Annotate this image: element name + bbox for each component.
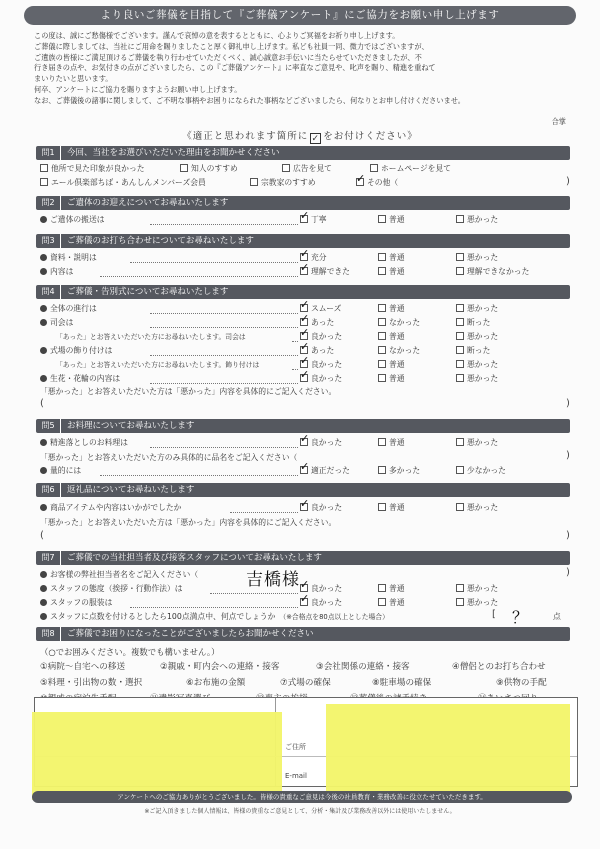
- section-title: ご葬儀での当社担当者及び接客スタッフについてお尋ねいたします: [67, 553, 322, 563]
- section-title: ご葬儀でお困りになったことがございましたらお聞かせください: [67, 629, 314, 639]
- answer-option[interactable]: 悪かった: [456, 253, 498, 263]
- answer-option[interactable]: 悪かった: [456, 438, 498, 448]
- intro-line: なお、ご葬儀後の諸事に関しまして、ご不明な事柄やお困りになられた事柄などございましたら、何なりとお申し付けくださいませ。: [34, 95, 465, 105]
- q1-option[interactable]: 広告を見て: [282, 164, 332, 174]
- checkbox-checked[interactable]: [356, 178, 364, 186]
- intro-line: この度は、誠にご愁傷様でございます。謹んで哀悼の意を表するとともに、心よりご冥福をお祈り申し上げます。: [34, 31, 400, 40]
- checkbox-checked[interactable]: [300, 466, 308, 474]
- question-row: 「あった」とお答えいただいた方にお尋ねいたします。飾り付けは: [56, 361, 260, 369]
- dot-leader: [210, 587, 298, 594]
- checkbox[interactable]: [378, 438, 386, 446]
- question-row: 精進落としのお料理は: [40, 438, 128, 448]
- answer-option[interactable]: なかった: [378, 346, 420, 356]
- bullet-icon: [40, 375, 47, 382]
- q1-option[interactable]: 他所で見た印象が良かった: [40, 164, 145, 174]
- checkbox[interactable]: [378, 304, 386, 312]
- section-number: 問7: [36, 551, 61, 565]
- bullet-icon: [40, 599, 47, 606]
- question-row: 全体の進行は: [40, 304, 97, 314]
- section-number: 問1: [36, 146, 61, 160]
- checkbox[interactable]: [456, 318, 464, 326]
- answer-option[interactable]: 断った: [456, 346, 490, 356]
- question-row: スタッフの態度（挨拶・行動作法）は: [40, 584, 183, 594]
- question-row: 量的には: [40, 466, 81, 476]
- checkbox-checked[interactable]: [300, 438, 308, 446]
- q8-lead: （○でお囲みください。複数でも構いません。）: [40, 647, 220, 657]
- open-paren: (: [40, 530, 44, 541]
- q1-option[interactable]: ✓ その他（: [356, 178, 398, 188]
- checkbox-checked[interactable]: [300, 318, 308, 326]
- intro-text: [34, 31, 574, 126]
- section-header-q6: [36, 483, 570, 497]
- redaction-highlight: [32, 712, 282, 800]
- answer-option[interactable]: ✓ あった: [300, 346, 334, 356]
- section-number: 問5: [36, 419, 61, 433]
- answer-option[interactable]: ✓ あった: [300, 318, 334, 328]
- question-row: ご遺体の搬送は: [40, 215, 105, 225]
- checkbox-checked[interactable]: [300, 503, 308, 511]
- checkbox[interactable]: [456, 346, 464, 354]
- answer-option[interactable]: ✓ 良かった: [300, 503, 342, 513]
- checkbox[interactable]: [378, 466, 386, 474]
- trouble-item[interactable]: ⑦式場の確保: [280, 678, 331, 688]
- checkbox[interactable]: [456, 466, 464, 474]
- answer-option[interactable]: 普通: [378, 360, 405, 370]
- checkbox[interactable]: [378, 503, 386, 511]
- checkbox[interactable]: [370, 164, 378, 172]
- question-row: 生花・花輪の内容は: [40, 374, 120, 384]
- checkbox-checked[interactable]: [300, 346, 308, 354]
- section-number: 問3: [36, 234, 61, 248]
- trouble-item[interactable]: ⑨供物の手配: [496, 678, 547, 688]
- question-row: 内容は: [40, 267, 73, 277]
- checkbox[interactable]: [456, 332, 464, 340]
- answer-option[interactable]: ✓ 良かった: [300, 374, 342, 384]
- dot-leader: [150, 307, 298, 314]
- trouble-item[interactable]: ⑤料理・引出物の数・選択: [40, 678, 143, 688]
- checkbox[interactable]: [378, 332, 386, 340]
- question-row: お客様の弊社担当者名をご記入ください（: [40, 570, 198, 580]
- checkbox[interactable]: [378, 598, 386, 606]
- checkbox[interactable]: [40, 178, 48, 186]
- answer-option[interactable]: 悪かった: [456, 584, 498, 594]
- trouble-item[interactable]: ⑥お布施の金額: [186, 678, 246, 688]
- section-title: お料理についてお尋ねいたします: [67, 421, 195, 431]
- answer-option[interactable]: 悪かった: [456, 215, 498, 225]
- answer-option[interactable]: ✓ 良かった: [300, 360, 342, 370]
- bullet-icon: [40, 467, 47, 474]
- bullet-icon: [40, 254, 47, 261]
- checkbox[interactable]: [180, 164, 188, 172]
- intro-line: 行き届きの点や、お気付きの点がございましたら、この『ご葬儀アンケート』に率直なご意見や、叱声を賜り、精進を重ねて: [34, 63, 436, 73]
- privacy-footer: ※ご記入頂きました個人情報は、皆様の貴重なご意見として、分析・集計及び業務改善以外には使用いたしません。: [144, 808, 456, 815]
- q1-option[interactable]: 知人のすすめ: [180, 164, 238, 174]
- email-label: E-mail: [285, 772, 307, 780]
- close-paren: ): [566, 176, 570, 187]
- dot-leader: [150, 349, 298, 356]
- trouble-item[interactable]: ⑧駐車場の確保: [372, 678, 432, 688]
- answer-option[interactable]: 普通: [378, 304, 405, 314]
- checkbox-checked[interactable]: [300, 598, 308, 606]
- bullet-icon: [40, 504, 47, 511]
- section-header-q8: [36, 627, 570, 641]
- checkbox-checked[interactable]: [300, 584, 308, 592]
- instruction-after: をお付けください》: [323, 131, 418, 142]
- bullet-icon: [40, 585, 47, 592]
- checkbox[interactable]: [456, 267, 464, 275]
- trouble-item[interactable]: ①病院～自宅への移送: [40, 662, 126, 672]
- check-sample-icon: ✓: [311, 134, 321, 144]
- q1-option[interactable]: エール倶楽部ちば・あんしんメンバーズ会員: [40, 178, 206, 188]
- bullet-icon: [40, 571, 47, 578]
- instruction: [0, 128, 600, 144]
- checkbox[interactable]: [378, 253, 386, 261]
- answer-option[interactable]: ✓ 丁寧: [300, 215, 327, 225]
- answer-option[interactable]: 普通: [378, 503, 405, 513]
- answer-option[interactable]: 多かった: [378, 466, 420, 476]
- bullet-icon: [40, 216, 47, 223]
- score-unit: 点: [553, 612, 561, 621]
- checkbox[interactable]: [40, 164, 48, 172]
- dot-leader: [100, 270, 298, 277]
- open-paren: (: [40, 398, 44, 409]
- intro-line: ご葬儀に際しましては、当社にご用命を賜りましたこと厚く御礼申し上げます。私ども社員一同、微力ではございますが、: [34, 41, 429, 51]
- question-row: 「あった」とお答えいただいた方にお尋ねいたします。司会は: [56, 333, 246, 341]
- question-row: 式場の飾り付けは: [40, 346, 112, 356]
- dot-leader: [150, 321, 298, 328]
- answer-option[interactable]: ✓ 良かった: [300, 332, 342, 342]
- checkbox[interactable]: [250, 178, 258, 186]
- answer-option[interactable]: ✓ 適正だった: [300, 466, 350, 476]
- close-paren: ): [566, 398, 570, 409]
- bullet-icon: [40, 613, 47, 620]
- checkbox-checked[interactable]: [300, 360, 308, 368]
- section-number: 問8: [36, 627, 61, 641]
- question-row: 商品アイテムや内容はいかがでしたか: [40, 503, 181, 513]
- checkbox[interactable]: [456, 584, 464, 592]
- section-header-q4: [36, 285, 570, 299]
- dot-leader: [230, 506, 298, 513]
- checkbox[interactable]: [378, 318, 386, 326]
- bullet-icon: [40, 305, 47, 312]
- handwritten-score: ？: [512, 608, 529, 627]
- checkbox-checked[interactable]: [300, 215, 308, 223]
- instruction-before: 《適正と思われます箇所に: [182, 131, 309, 142]
- checkbox-checked[interactable]: [300, 253, 308, 261]
- question-row: スタッフの服装は: [40, 598, 112, 608]
- section-title: ご遺体のお迎えについてお尋ねいたします: [67, 198, 229, 208]
- checkbox-checked[interactable]: [300, 374, 308, 382]
- q5-note: 「悪かった」とお答えいただいた方のみ具体的に品名をご記入ください（: [40, 453, 298, 462]
- answer-option[interactable]: ✓ 良かった: [300, 584, 342, 594]
- intro-line: ご遺族の皆様にご満足頂けるご葬儀を執り行わせていただくべく、誠心誠意お手伝いに当たらせていただきましたが、不: [34, 52, 422, 62]
- trouble-item[interactable]: ②親戚・町内会への連絡・接客: [160, 662, 280, 672]
- bullet-icon: [40, 268, 47, 275]
- signature: 合掌: [551, 117, 566, 126]
- answer-option[interactable]: 普通: [378, 598, 405, 608]
- answer-option[interactable]: 悪かった: [456, 503, 498, 513]
- dot-leader: [292, 335, 298, 342]
- redaction-highlight: [326, 704, 570, 796]
- checkbox[interactable]: [456, 253, 464, 261]
- answer-option[interactable]: 普通: [378, 215, 405, 225]
- section-number: 問4: [36, 285, 61, 299]
- checkbox[interactable]: [456, 304, 464, 312]
- answer-option[interactable]: 悪かった: [456, 374, 498, 384]
- bullet-icon: [40, 319, 47, 326]
- dot-leader: [130, 601, 298, 608]
- checkbox[interactable]: [456, 360, 464, 368]
- q6-note: 「悪かった」とお答えいただいた方は「悪かった」内容を具体的にご記入ください。: [40, 518, 337, 527]
- q4-note: 「悪かった」とお答えいただいた方は「悪かった」内容を具体的にご記入ください。: [40, 387, 337, 396]
- section-title: 返礼品についてお尋ねいたします: [67, 485, 195, 495]
- answer-option[interactable]: 普通: [378, 253, 405, 263]
- answer-option[interactable]: 悪かった: [456, 332, 498, 342]
- intro-line: まいりたいと思います。: [34, 74, 113, 84]
- answer-option[interactable]: ✓ 理解できた: [300, 267, 350, 277]
- section-header-q1: [36, 146, 570, 160]
- checkbox[interactable]: [456, 598, 464, 606]
- dot-leader: [150, 218, 298, 225]
- answer-option[interactable]: ✓ 良かった: [300, 438, 342, 448]
- answer-option[interactable]: 理解できなかった: [456, 267, 529, 277]
- checkbox[interactable]: [456, 503, 464, 511]
- intro-line: 何卒、アンケートにご協力を賜りますようお願い申し上げます。: [34, 84, 242, 94]
- answer-option[interactable]: ✓ スムーズ: [300, 304, 341, 314]
- handwritten-staff-name: 吉橋様: [246, 570, 300, 590]
- survey-banner: より良いご葬儀を目指して『ご葬儀アンケート』にご協力をお願い申し上げます: [24, 6, 576, 25]
- answer-option[interactable]: 普通: [378, 438, 405, 448]
- checkbox-checked[interactable]: [300, 267, 308, 275]
- thanks-bar: アンケートへのご協力ありがとうございました。皆様の貴重なご意見は今後の社員教育・業務改善に役立たせていただきます。: [32, 791, 572, 803]
- answer-option[interactable]: 悪かった: [456, 304, 498, 314]
- answer-option[interactable]: 普通: [378, 374, 405, 384]
- section-title: ご葬儀のお打ち合わせについてお尋ねいたします: [67, 236, 254, 246]
- checkbox[interactable]: [378, 374, 386, 382]
- close-paren: ): [566, 530, 570, 541]
- checkbox[interactable]: [378, 360, 386, 368]
- section-header-q3: [36, 234, 570, 248]
- checkbox[interactable]: [378, 346, 386, 354]
- bullet-icon: [40, 347, 47, 354]
- section-number: 問2: [36, 196, 61, 210]
- address-label: ご住所: [285, 743, 306, 751]
- section-title: ご葬儀・告別式についてお尋ねいたします: [67, 287, 229, 297]
- answer-option[interactable]: 普通: [378, 267, 405, 277]
- checkbox[interactable]: [378, 584, 386, 592]
- trouble-item[interactable]: ③会社関係の連絡・接客: [316, 662, 410, 672]
- open-bracket: [: [492, 609, 496, 620]
- answer-option[interactable]: 少なかった: [456, 466, 506, 476]
- checkbox[interactable]: [282, 164, 290, 172]
- close-paren: ): [566, 450, 570, 461]
- checkbox[interactable]: [456, 438, 464, 446]
- dot-leader: [150, 441, 298, 448]
- checkbox[interactable]: [456, 215, 464, 223]
- close-paren: ): [566, 567, 570, 578]
- trouble-item[interactable]: ④僧侶とのお打ち合わせ: [452, 662, 546, 672]
- question-row: 資料・説明は: [40, 253, 97, 263]
- section-header-q5: [36, 419, 570, 433]
- checkbox-checked[interactable]: [300, 332, 308, 340]
- question-row: スタッフに点数を付けるとしたら100点満点中、何点でしょうか （※合格点を80点以上とした場合）: [40, 612, 389, 622]
- bullet-icon: [40, 439, 47, 446]
- q1-option[interactable]: 宗教家のすすめ: [250, 178, 316, 188]
- checkbox-checked[interactable]: [300, 304, 308, 312]
- question-row: 司会は: [40, 318, 73, 328]
- answer-option[interactable]: 悪かった: [456, 360, 498, 370]
- section-header-q7: [36, 551, 570, 565]
- answer-option[interactable]: 断った: [456, 318, 490, 328]
- section-number: 問6: [36, 483, 61, 497]
- checkbox[interactable]: [378, 215, 386, 223]
- section-title: 今回、当社をお選びいただいた理由をお聞かせください: [67, 148, 280, 158]
- dot-leader: [292, 363, 298, 370]
- answer-option[interactable]: 普通: [378, 584, 405, 594]
- dot-leader: [150, 377, 298, 384]
- answer-option[interactable]: 普通: [378, 332, 405, 342]
- answer-option[interactable]: ✓ 良かった: [300, 598, 342, 608]
- q1-option[interactable]: ホームページを見て: [370, 164, 451, 174]
- answer-option[interactable]: なかった: [378, 318, 420, 328]
- checkbox[interactable]: [456, 374, 464, 382]
- dot-leader: [130, 256, 298, 263]
- answer-option[interactable]: ✓ 充分: [300, 253, 327, 263]
- answer-option[interactable]: 悪かった: [456, 598, 498, 608]
- checkbox[interactable]: [378, 267, 386, 275]
- dot-leader: [100, 469, 298, 476]
- section-header-q2: [36, 196, 570, 210]
